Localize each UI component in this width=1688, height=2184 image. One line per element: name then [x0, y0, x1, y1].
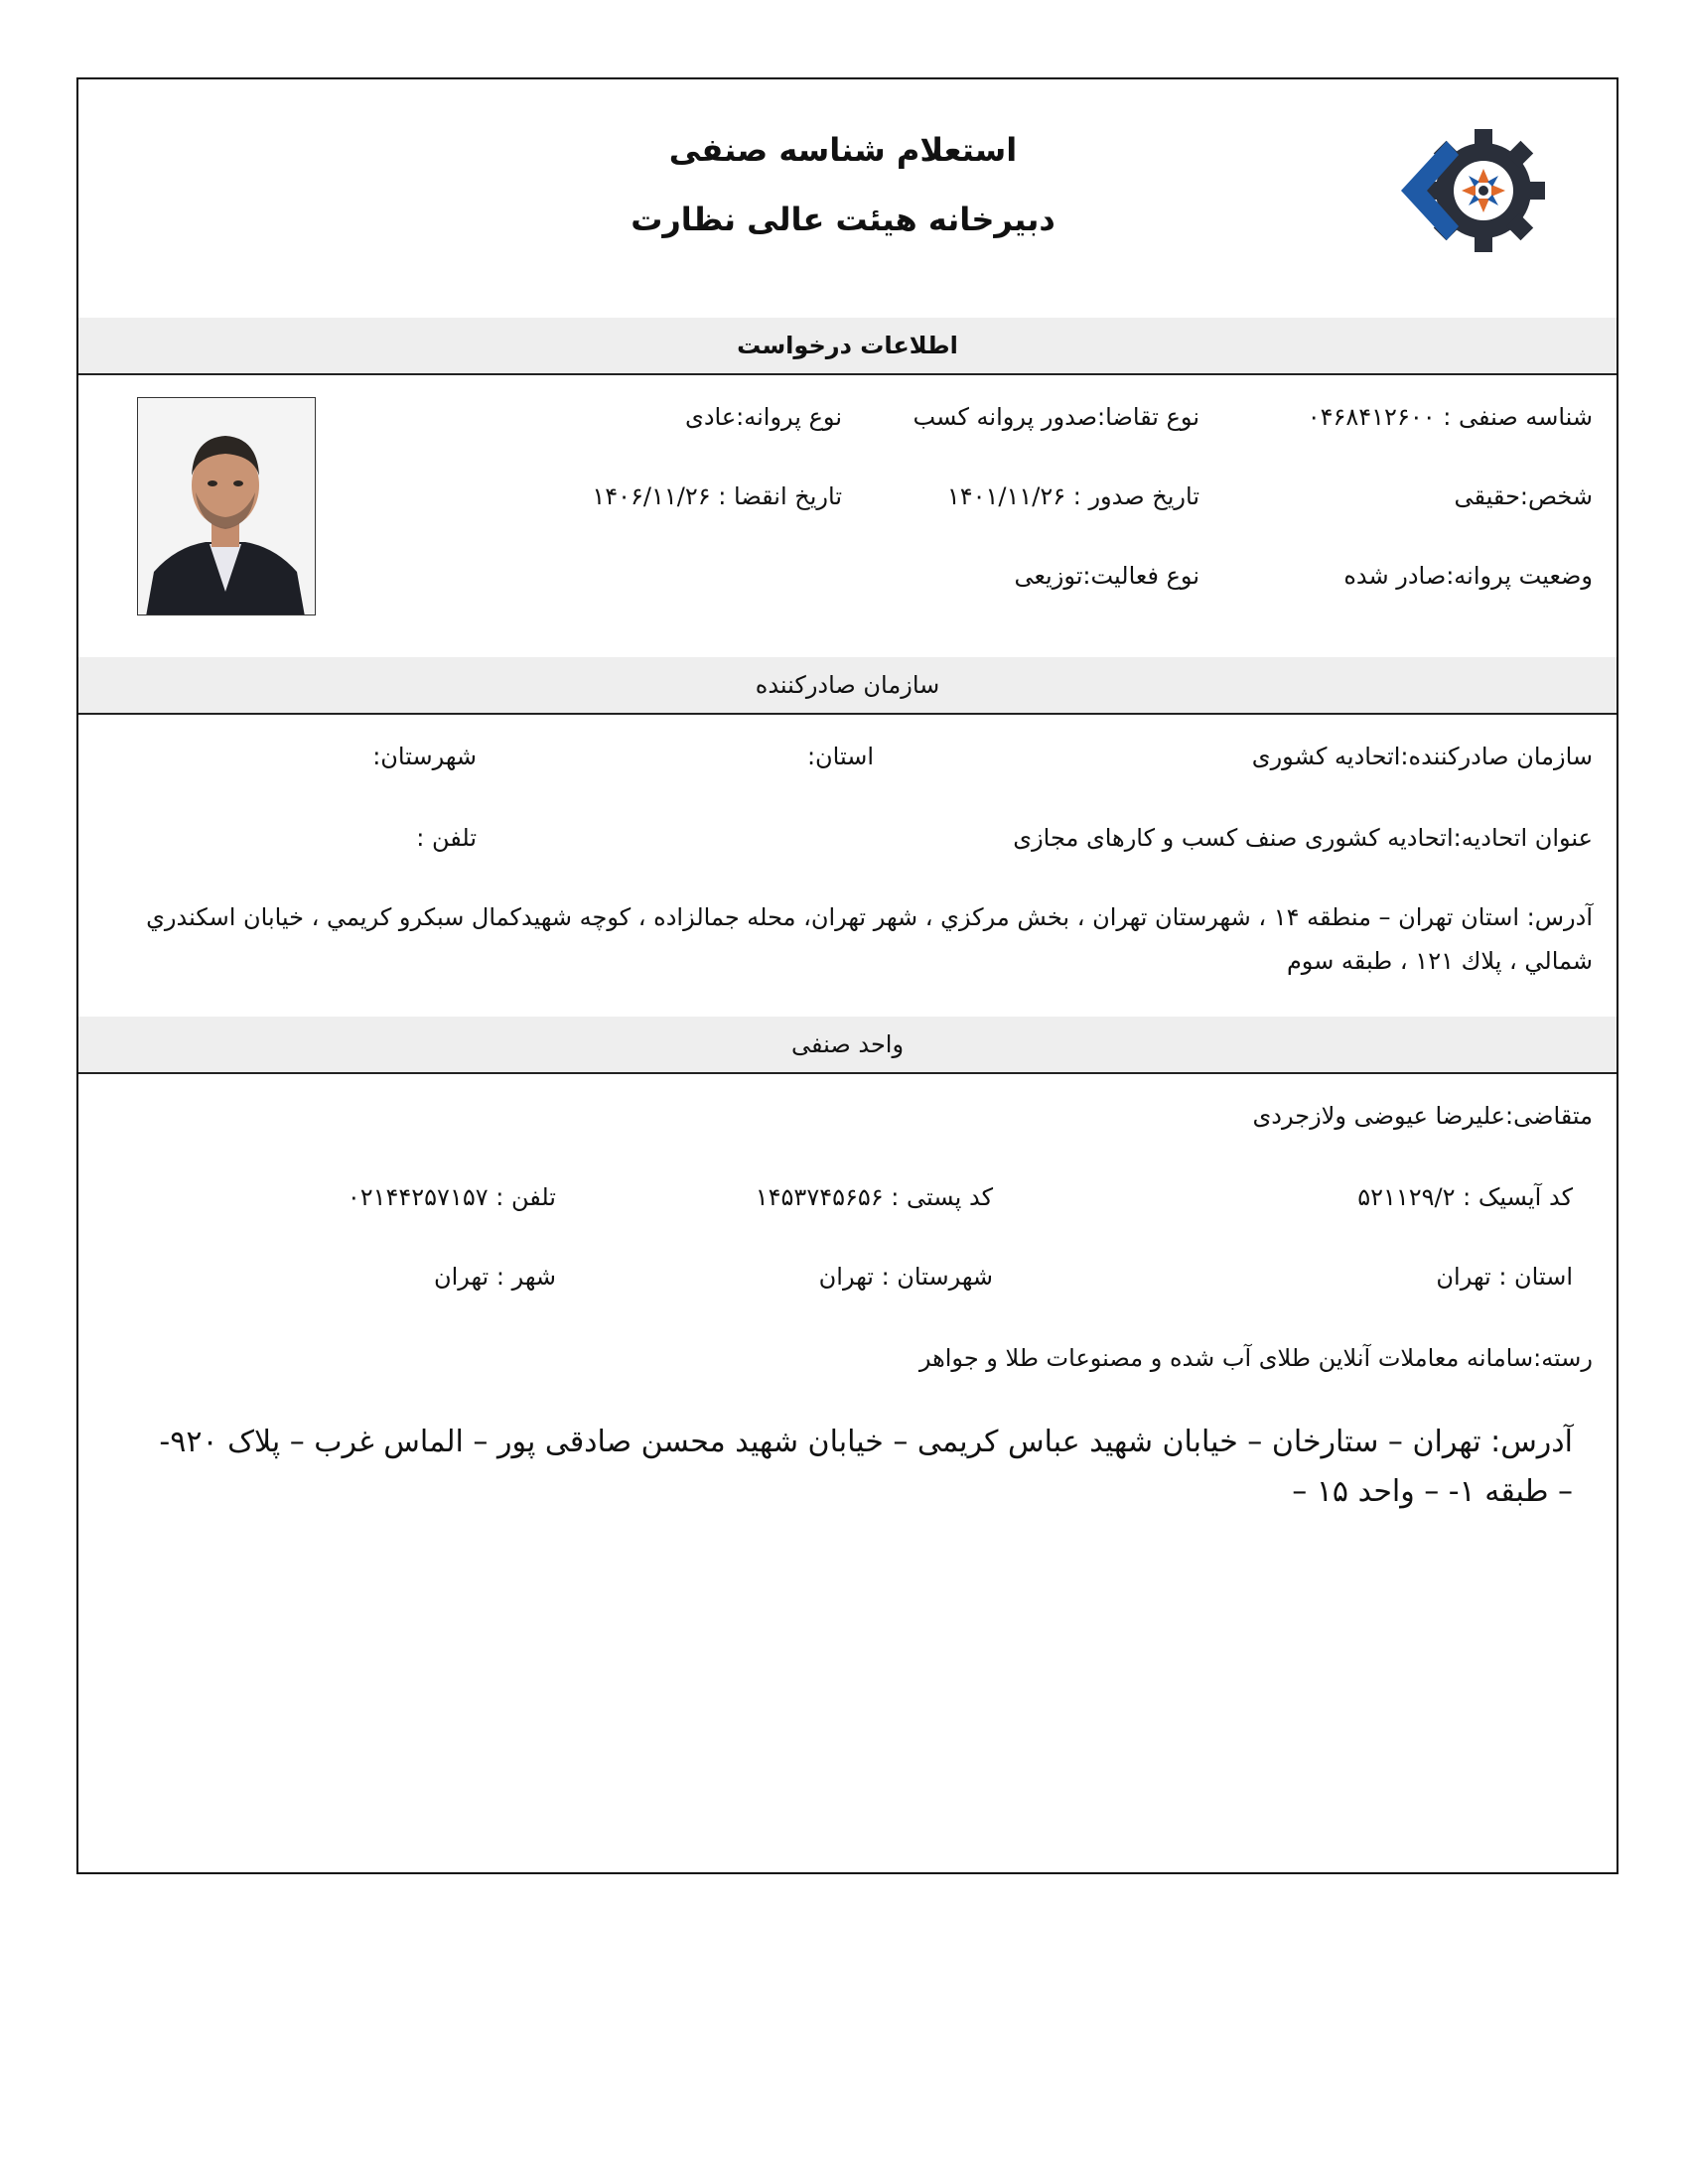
section-issuer: سازمان صادرکننده: [78, 657, 1617, 715]
unit-category: رسته:سامانه معاملات آنلاین طلای آب شده و مصنوعات طلا و جواهر: [918, 1344, 1593, 1372]
isic-code: کد آیسیک : ۵۲۱۱۲۹/۲: [1357, 1183, 1573, 1211]
issuer-province: استان:: [806, 743, 874, 770]
issuer-county: شهرستان:: [372, 743, 477, 770]
document-title: استعلام شناسه صنفی: [668, 131, 1018, 169]
unit-county: شهرستان : تهران: [818, 1263, 993, 1291]
activity-type: نوع فعالیت:توزیعی: [1014, 562, 1199, 590]
issuer-org: سازمان صادرکننده:اتحادیه کشوری: [1251, 743, 1593, 770]
issue-date: تاریخ صدور : ۱۴۰۱/۱۱/۲۶: [946, 482, 1199, 510]
unit-phone: تلفن : ۰۲۱۴۴۲۵۷۱۵۷: [347, 1183, 556, 1211]
issuer-address: آدرس: استان تهران – منطقه ۱۴ ، شهرستان تهران ، بخش مركزي ، شهر تهران، محله جمالزاده ، كوچه شهيدكمال سبكرو كريمي ، خيابان اسكندري شمالي ، پلاك ۱۲۱ ، طبقه سوم: [146, 903, 1593, 975]
gear-logo-icon: [1399, 123, 1548, 262]
license-type: نوع پروانه:عادی: [685, 403, 842, 431]
license-status: وضعیت پروانه:صادر شده: [1343, 562, 1593, 590]
person-type: شخص:حقیقی: [1454, 482, 1593, 510]
person-portrait-icon: [137, 398, 315, 615]
guild-id: شناسه صنفی : ۰۴۶۸۴۱۲۶۰۰: [1307, 403, 1593, 431]
section-guild-unit: واحد صنفی: [78, 1017, 1617, 1074]
document-subtitle: دبیرخانه هیئت عالی نظارت: [631, 201, 1055, 238]
unit-address: آدرس: تهران – ستارخان – خیابان شهید عباس کریمی – خیابان شهید محسن صادقی پور – الماس غرب – پلاک ۹۲۰- – طبقه ۱- – واحد ۱۵ –: [159, 1425, 1573, 1509]
issuer-phone: تلفن :: [416, 824, 477, 852]
applicant-photo: [137, 397, 316, 615]
document-frame: [76, 77, 1618, 1874]
request-type: نوع تقاضا:صدور پروانه کسب: [913, 403, 1199, 431]
expiry-date: تاریخ انقضا : ۱۴۰۶/۱۱/۲۶: [592, 482, 842, 510]
postal-code: کد پستی : ۱۴۵۳۷۴۵۶۵۶: [755, 1183, 993, 1211]
unit-city: شهر : تهران: [433, 1263, 556, 1291]
applicant-name: متقاضی:علیرضا عیوضی ولازجردی: [1252, 1102, 1593, 1130]
unit-province: استان : تهران: [1436, 1263, 1573, 1291]
section-request-info: اطلاعات درخواست: [78, 318, 1617, 375]
union-title: عنوان اتحادیه:اتحادیه کشوری صنف کسب و کارهای مجازی: [1013, 824, 1593, 852]
